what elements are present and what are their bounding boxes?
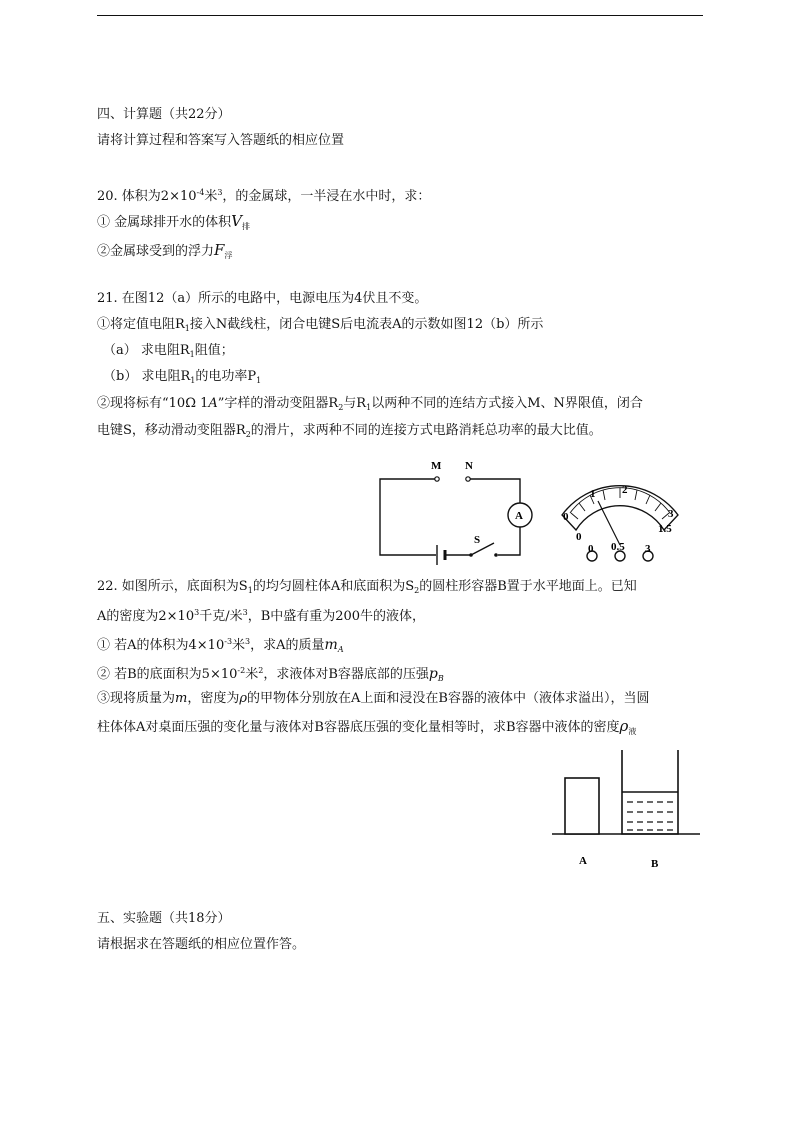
q20-part1 <box>97 212 250 236</box>
q22-p3-density-symbol: ρ <box>239 691 248 706</box>
meter-top-tick-0: 0 <box>563 511 569 523</box>
label-s: S <box>474 534 481 546</box>
q22-l1-b: 的均匀圆柱体A和底面积为S <box>252 579 415 594</box>
q20-part1-symbol: V <box>231 212 242 230</box>
meter-terminal-0: 0 <box>588 543 594 555</box>
section5-title: 五、实验题（共18分） <box>97 911 231 926</box>
section4-instruction: 请将计算过程和答案写入答题纸的相应位置 <box>97 133 345 148</box>
q21-part-a <box>103 342 234 364</box>
q20-part2-sub: 浮 <box>224 251 233 260</box>
q22-p1-a: ① 若A的体积为4×10 <box>97 638 225 653</box>
label-container-b: B <box>651 858 659 870</box>
q20-stem-c: ，的金属球，一半浸在水中时，求： <box>222 189 431 204</box>
q22-p3-liquid-density-symbol: ρ <box>619 717 629 735</box>
q20-part2-text: ②金属球受到的浮力 <box>97 244 215 259</box>
q20-part1-text: ① 金属球排开水的体积 <box>97 215 232 230</box>
label-n: N <box>465 460 473 472</box>
q21-part-b-a: （b） 求电阻R <box>103 369 191 384</box>
meter-top-tick-1: 1 <box>590 488 596 500</box>
q21-part-a-sub: 1 <box>189 350 195 359</box>
q22-part3-line2 <box>97 717 636 741</box>
q21-part1-b: 接入N截线柱，闭合电键S后电流表A的示数如图12（b）所示 <box>189 317 544 332</box>
q20-stem-exp2: 3 <box>217 188 223 197</box>
q21-part1-a: ①将定值电阻R <box>97 317 185 332</box>
q21-stem: 21. 在图12（a）所示的电路中，电源电压为4伏且不变。 <box>97 291 428 306</box>
q22-l2-b: 千克/米 <box>199 609 243 624</box>
q21-part-b <box>103 368 261 390</box>
q21-part-b-sub2: 1 <box>256 376 262 385</box>
q22-p2-b: 米 <box>245 667 259 682</box>
q22-p2-symbol: p <box>428 666 438 682</box>
q21-part1 <box>97 316 543 338</box>
q22-p1-exp: -3 <box>224 637 233 646</box>
q22-line1 <box>97 578 637 600</box>
q22-l1-sub: 1 <box>247 586 253 595</box>
q22-p2-c: ，求液体对B容器底部的压强 <box>263 667 429 682</box>
q22-l1-a: 22. 如图所示，底面积为S <box>97 579 248 594</box>
section5-instruction: 请根据求在答题纸的相应位置作答。 <box>97 937 306 952</box>
q21-part2-l2-sub: 2 <box>245 430 251 439</box>
q22-p3-a: ③现将质量为 <box>97 691 176 706</box>
q22-p1-b: 米 <box>232 638 246 653</box>
q21-circuit-figure <box>370 455 700 570</box>
q22-p2-a: ② 若B的底面积为5×10 <box>97 667 238 682</box>
q22-p1-exp2: 3 <box>245 637 251 646</box>
q22-part3-line1 <box>97 690 649 708</box>
meter-terminal-3: 3 <box>645 543 651 555</box>
q22-p1-sub: A <box>337 645 344 654</box>
q21-part2-line2 <box>97 422 602 444</box>
meter-top-tick-3: 3 <box>668 508 674 520</box>
terminal-n <box>466 477 470 481</box>
q21-part2-unit: A <box>208 396 218 411</box>
q21-part1-sub: 1 <box>184 324 190 333</box>
q22-p3-l2-a: 柱体体A对桌面压强的变化量与液体对B容器底压强的变化量相等时，求B容器中液体的密度 <box>97 720 620 735</box>
meter-bottom-tick-0: 0 <box>576 531 582 543</box>
q20-stem-a: 20. 体积为2×10 <box>97 189 197 204</box>
q22-part2 <box>97 662 444 688</box>
q20-stem <box>97 184 430 206</box>
q21-part2-l2-b: 的滑片，求两种不同的连接方式电路消耗总功率的最大比值。 <box>250 423 602 438</box>
top-rule <box>97 15 703 16</box>
q20-part2 <box>97 241 232 265</box>
q22-l1-sub2: 2 <box>414 586 420 595</box>
q21-part2-a: ②现将标有“10Ω 1 <box>97 396 209 411</box>
q22-p3-b: ，密度为 <box>187 691 240 706</box>
q21-part-a-b: 阻值； <box>194 343 234 358</box>
q21-part2-sub2: 1 <box>366 403 372 412</box>
q22-p1-c: ，求A的质量 <box>250 638 325 653</box>
q22-p3-mass-symbol: m <box>175 691 188 706</box>
meter-terminal-0-5: 0.5 <box>611 541 625 553</box>
q21-part-b-b: 的电功率P <box>195 369 257 384</box>
q20-stem-b: 米 <box>204 189 218 204</box>
circuit-wires <box>380 479 520 555</box>
q21-part2-l2-a: 电键S，移动滑动变阻器R <box>97 423 246 438</box>
q22-l2-a: A的密度为2×10 <box>97 609 195 624</box>
q22-p2-sub: B <box>437 674 444 683</box>
q21-part2-line1 <box>97 395 643 417</box>
q22-l1-c: 的圆柱形容器B置于水平地面上。已知 <box>419 579 637 594</box>
q22-p2-exp2: 2 <box>258 666 264 675</box>
q21-part2-sub: 2 <box>338 403 344 412</box>
q22-p1-symbol: m <box>324 637 338 653</box>
q22-p3-l2-sub: 液 <box>628 727 637 736</box>
q21-part-a-a: （a） 求电阻R <box>103 343 190 358</box>
terminal-m <box>435 477 439 481</box>
q20-stem-exp: -4 <box>196 188 205 197</box>
section4-title: 四、计算题（共22分） <box>97 107 231 122</box>
q22-p3-c: 的甲物体分别放在A上面和浸没在B容器的液体中（液体求溢出），当圆 <box>247 691 650 706</box>
battery-icon <box>437 545 445 565</box>
q22-l2-exp: 3 <box>194 608 200 617</box>
label-ammeter: A <box>515 510 523 522</box>
meter-top-tick-2: 2 <box>622 484 628 496</box>
q22-p2-exp: -2 <box>237 666 246 675</box>
meter-bottom-tick-1-5: 1.5 <box>658 523 672 535</box>
q22-l2-c: ，B中盛有重为200牛的液体， <box>247 609 426 624</box>
q22-cylinder-figure <box>545 748 705 873</box>
liquid-hatching <box>627 802 675 830</box>
q20-part2-symbol: F <box>214 241 225 259</box>
q22-line2 <box>97 604 425 626</box>
q22-part1 <box>97 633 344 659</box>
q21-part2-d: 以两种不同的连结方式接入M、N界限值，闭合 <box>371 396 643 411</box>
q21-part2-b: ”字样的滑动变阻器R <box>217 396 339 411</box>
q20-part1-sub: 排 <box>241 222 250 231</box>
q21-part2-c: 与R <box>343 396 367 411</box>
q22-l2-exp2: 3 <box>242 608 248 617</box>
label-m: M <box>431 460 442 472</box>
label-cylinder-a: A <box>579 855 587 867</box>
q21-part-b-sub: 1 <box>190 376 196 385</box>
cylinder-a-icon <box>565 778 599 834</box>
